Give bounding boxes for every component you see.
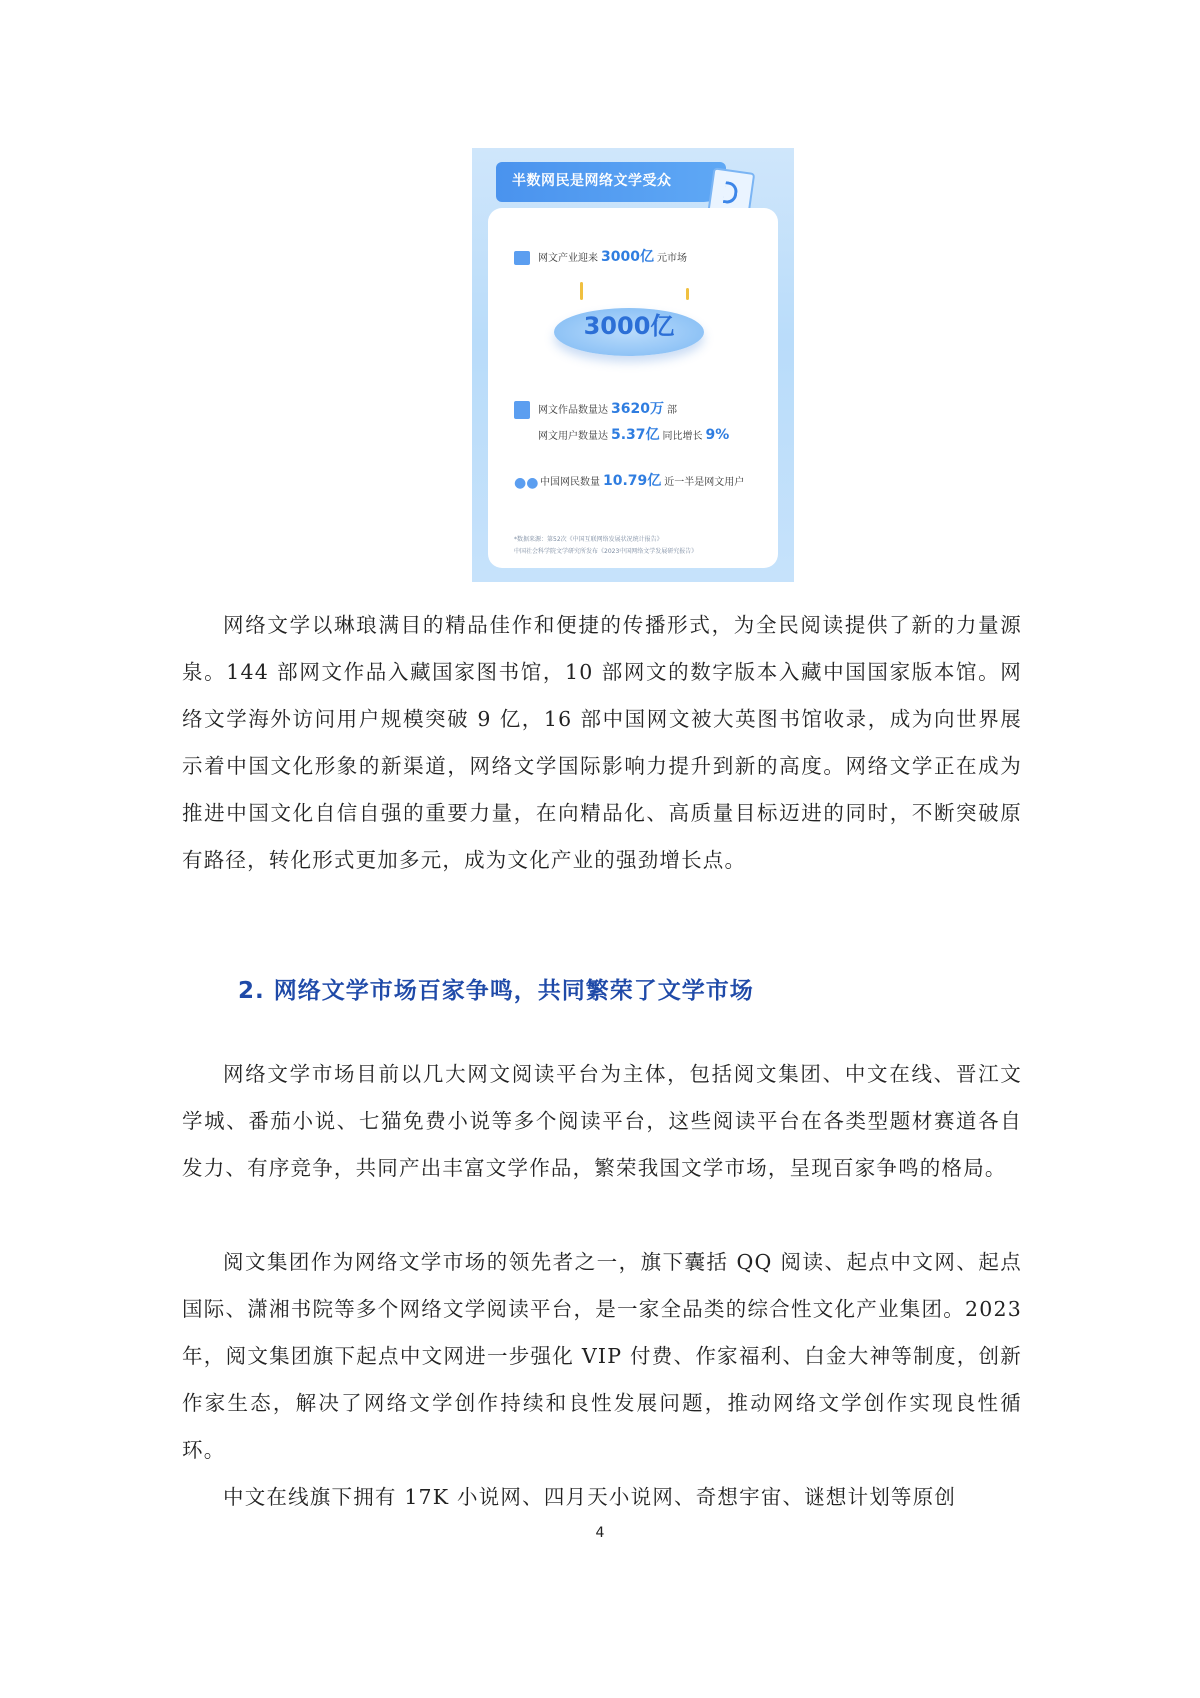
users-value: 5.37亿 [611, 427, 660, 443]
paragraph-4: 中文在线旗下拥有 17K 小说网、四月天小说网、奇想宇宙、谜想计划等原创 [223, 1485, 957, 1509]
netizens-row [514, 470, 744, 490]
works-row [514, 398, 677, 419]
paragraph-1: 网络文学以琳琅满目的精品佳作和便捷的传播形式，为全民阅读提供了新的力量源泉。144 部网文作品入藏国家图书馆，10 部网文的数字版本入藏中国国家版本馆。网络文学海外访问用户规模突破 9 亿，16 部中国网文被大英图书馆收录，成为向世界展示着中国文化形象的新渠道，网络文学国际影响力提升到新的高度。网络文学正在成为推进中国文化自信自强的重要力量，在向精品化、高质量目标迈进的同时，不断突破原有路径，转化形式更加多元，成为文化产业的强劲增长点。 [182, 613, 1022, 872]
infographic-title: 半数网民是网络文学受众 [512, 173, 672, 189]
book-icon [514, 401, 530, 419]
infographic-card [488, 208, 778, 568]
market-value: 3000亿 [601, 249, 654, 265]
market-row [514, 246, 687, 266]
paragraph-2: 网络文学市场目前以几大网文阅读平台为主体，包括阅文集团、中文在线、晋江文学城、番茄小说、七猫免费小说等多个阅读平台，这些阅读平台在各类型题材赛道各自发力、有序竞争，共同产出丰富文学作品，繁荣我国文学市场，呈现百家争鸣的格局。 [182, 1062, 1022, 1180]
paragraph-3: 阅文集团作为网络文学市场的领先者之一，旗下囊括 QQ 阅读、起点中文网、起点国际、潇湘书院等多个网络文学阅读平台，是一家全品类的综合性文化产业集团。2023 年，阅文集团旗下起点中文网进一步强化 VIP 付费、作家福利、白金大神等制度，创新作家生态，解决了网络文学创作持续和良性发展问题，推动网络文学创作实现良性循环。 [182, 1250, 1022, 1462]
source-note-2: 中国社会科学院文学研究所发布《2023中国网络文学发展研究报告》 [514, 548, 698, 555]
works-prefix: 网文作品数量达 [538, 405, 608, 416]
market-disc-value: 3000亿 [583, 312, 675, 340]
page-number: 4 [595, 1525, 605, 1541]
market-prefix: 网文产业迎来 [538, 253, 598, 264]
sparkle-icon [580, 282, 583, 300]
netizens-suffix: 近一半是网文用户 [664, 477, 745, 488]
users-prefix: 网文用户数量达 [538, 431, 608, 442]
people-icon: ●● [514, 475, 539, 491]
market-suffix: 元市场 [656, 253, 687, 264]
section-heading: 2. 网络文学市场百家争鸣，共同繁荣了文学市场 [238, 978, 754, 1004]
sparkle-icon [686, 288, 689, 300]
users-row [538, 424, 732, 444]
works-value: 3620万 [611, 401, 664, 417]
source-note-1: *数据来源：第52次《中国互联网络发展状况统计报告》 [514, 536, 663, 543]
building-icon [514, 251, 530, 265]
users-growth-label: 同比增长 [662, 431, 703, 442]
infographic-figure [472, 148, 794, 582]
works-suffix: 部 [666, 405, 677, 416]
users-growth-value: 9% [705, 427, 730, 443]
netizens-prefix: 中国网民数量 [540, 477, 600, 488]
netizens-value: 10.79亿 [603, 473, 662, 489]
